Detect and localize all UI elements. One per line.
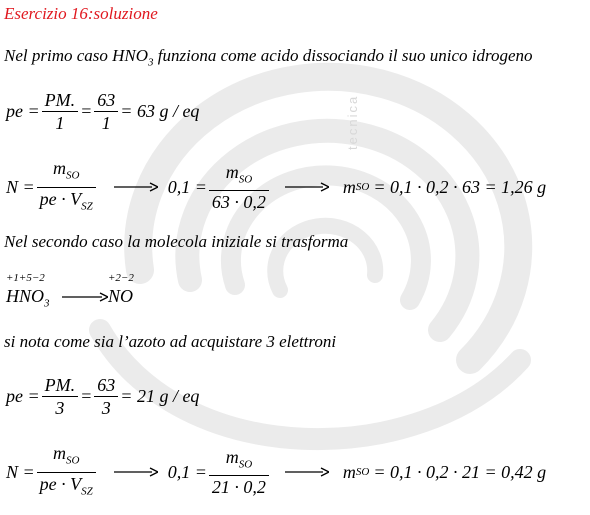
right-arrow-icon — [285, 182, 329, 192]
eq1-f1-num: PM. — [42, 89, 79, 112]
eq4-fraction-1 — [37, 442, 96, 502]
eq1-fraction-2 — [94, 89, 118, 134]
eq2-res-sub: SO — [355, 181, 370, 194]
eq2-mid: 0,1 = — [167, 176, 207, 197]
eq1-f1-den: 1 — [55, 113, 65, 133]
eq1-fraction-1 — [42, 89, 79, 134]
eq1-f2-den: 1 — [101, 113, 111, 133]
exercise-title: Esercizio 16:soluzione — [4, 4, 158, 23]
text-line-2: Nel secondo caso la molecola iniziale si trasforma — [4, 232, 349, 251]
text-line-3: si nota come sia l’azoto ad acquistare 3 elettroni — [4, 332, 337, 351]
eq2-f2-num: m — [225, 161, 239, 182]
eq4-f1-den-sub: SZ — [81, 485, 93, 498]
equation-equivalent-weight-1 — [6, 89, 199, 134]
eq4-f2-num-sub: SO — [238, 458, 253, 471]
eq3-rhs: = 21 g / eq — [120, 386, 200, 406]
equation-normality-1 — [6, 157, 546, 217]
equation-normality-2 — [6, 442, 546, 502]
right-arrow-icon — [62, 292, 108, 302]
eq4-f2-den: 21 · 0,2 — [211, 477, 266, 498]
eq2-f1-den-sub: SZ — [81, 200, 93, 213]
eq2-f2-num-sub: SO — [238, 173, 253, 186]
reaction-left-sub: 3 — [44, 297, 50, 310]
oxidation-numbers-right: +2−2 — [108, 272, 134, 284]
eq2-f1-num-sub: SO — [65, 169, 80, 182]
eq4-f1-num-sub: SO — [65, 454, 80, 467]
eq1-equals: = — [80, 101, 93, 121]
eq4-f2-num: m — [225, 446, 239, 467]
watermark-text: tecnica — [345, 94, 360, 150]
right-arrow-icon — [114, 467, 158, 477]
eq3-f2-num: 63 — [94, 374, 118, 397]
eq2-fraction-2 — [209, 161, 269, 214]
eq2-result: = 0,1 · 0,2 · 63 = 1,26 g — [373, 176, 547, 197]
line1-pre: Nel primo caso HNO — [4, 46, 149, 65]
line1-post: funziona come acido dissociando il suo unico idrogeno — [153, 46, 533, 65]
eq2-f1-den: pe · V — [39, 188, 82, 209]
eq3-f1-num: PM. — [42, 374, 79, 397]
eq4-fraction-2 — [209, 446, 269, 499]
text-line-1 — [4, 46, 533, 68]
eq3-fraction-1 — [42, 374, 79, 419]
eq4-f1-den: pe · V — [39, 473, 82, 494]
eq3-lhs: pe = — [6, 386, 40, 406]
oxidation-numbers-left: +1+5−2 — [6, 272, 45, 284]
eq1-rhs: = 63 g / eq — [120, 101, 200, 121]
eq2-f2-den: 63 · 0,2 — [211, 192, 266, 213]
eq4-mid: 0,1 = — [167, 461, 207, 482]
eq2-res-m: m — [342, 176, 356, 197]
reaction-right: NO — [108, 286, 134, 306]
eq2-fraction-1 — [37, 157, 96, 217]
eq3-equals: = — [80, 386, 93, 406]
right-arrow-icon — [285, 467, 329, 477]
eq3-fraction-2 — [94, 374, 118, 419]
right-arrow-icon — [114, 182, 158, 192]
line1-sub: 3 — [148, 56, 154, 69]
eq4-result: = 0,1 · 0,2 · 21 = 0,42 g — [373, 461, 547, 482]
eq4-res-sub: SO — [355, 466, 370, 479]
eq4-lhs: N = — [6, 461, 35, 482]
reaction-equation — [0, 262, 200, 310]
eq4-f1-num: m — [52, 443, 66, 463]
reaction-left: HNO — [6, 286, 45, 306]
eq1-lhs: pe = — [6, 101, 40, 121]
eq3-f1-den: 3 — [55, 398, 65, 418]
eq2-lhs: N = — [6, 176, 35, 197]
eq4-res-m: m — [342, 461, 356, 482]
eq2-f1-num: m — [52, 158, 66, 178]
eq3-f2-den: 3 — [101, 398, 111, 418]
eq1-f2-num: 63 — [94, 89, 118, 112]
equation-equivalent-weight-2 — [6, 374, 199, 419]
